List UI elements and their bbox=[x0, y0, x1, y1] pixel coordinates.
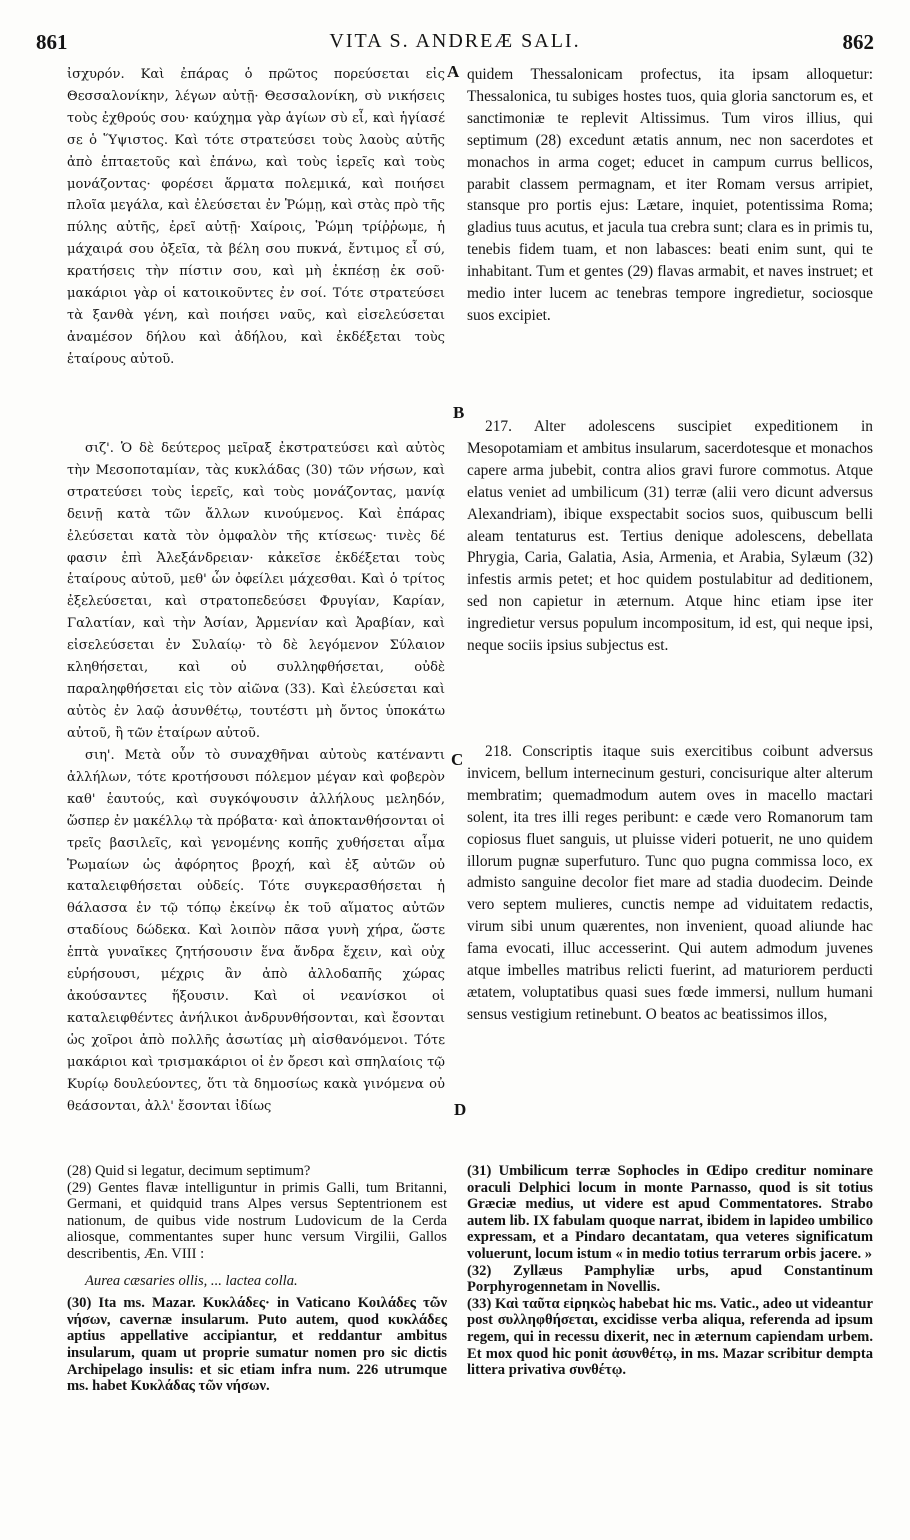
section-marker-b: B bbox=[453, 403, 465, 422]
latin-column-section-218 bbox=[467, 741, 873, 1026]
footnote-31: (31) Umbilicum terræ Sophocles in Œdipo creditur nominare oraculi Delphici locum in monte Parnasso, quod is sit totius Græciæ medius, ut videre est apud Commentatores. Strabo autem lib. IX fabulam quoque narrat, ibidem in lapideo umbilico expressam, et a Pindaro decantatam, qua veteres significatum voluerunt, locum istum « in medio totius terrarum orbis jacere. » bbox=[467, 1163, 873, 1262]
greek-paragraph-218: σιη'. Μετὰ οὖν τὸ συναχθῆναι αὐτοὺς κατέναντι ἀλλήλων, τότε κροτήσουσι πόλεμον μέγαν καὶ φοβερὸν καθ' ἑαυτούς, καὶ συγκόψουσιν ἀλλήλους μεληδόν, ὥσπερ ἐν μακέλλῳ τὰ πρόβατα· καὶ ἀποκτανθήσονται οἱ τρεῖς βασιλεῖς, καὶ γενομένης κοπῆς χυθήσεται αἷμα Ῥωμαίων ὡς ἀφόρητος βροχή, καὶ ἐξ αὐτῶν οὐ καταλειφθήσεται οὐδείς. Τότε συγκερασθήσεται ἡ θάλασσα ἐν τῷ τόπῳ ἐκείνῳ ἐκ τοῦ αἵματος αὐτῶν σταδίους δώδεκα. Καὶ λοιπὸν πᾶσα γυνὴ χήρα, ὥστε ἑπτὰ γυναῖκες ζητήσουσιν ἕνα ἄνδρα ἔχειν, καὶ οὐχ εὑρήσουσι, μέχρις ἂν ἀπὸ ἀλλοδαπῆς χώρας ἀκούσαντες ἥξουσιν. Καὶ οἱ νεανίσκοι οἱ καταλειφθέντες ἀνήλικοι ἀνδρυνθήσονται, καὶ ἔσονται ὡς χοῖροι ἀπὸ πολλῆς ἀσωτίας μὴ αἰσθανόμενοι. Τότε μακάριοι καὶ τρισμακάριοι οἱ ἐν ὄρεσι καὶ σπηλαίοις τῷ Κυρίῳ δουλεύοντες, ὅτι τὰ δημοσίως κακὰ γινόμενα οὐ θεάσονται, ἀλλ' ἔσονται ἰδίως bbox=[67, 748, 445, 1114]
footnotes-left bbox=[67, 1163, 447, 1395]
greek-column-section-218 bbox=[67, 745, 445, 1117]
greek-column-section-217 bbox=[67, 438, 445, 745]
latin-column bbox=[467, 64, 873, 327]
page-number-left: 861 bbox=[36, 30, 68, 54]
page-number-right: 862 bbox=[842, 30, 874, 54]
latin-paragraph-1: quidem Thessalonicam profectus, ita ipsam alloquetur: Thessalonica, tu subiges hostes tuos, quia gloria sanctorum es, et sanctimoniæ te replevit Altissimus. Tum viros illius, qui septimum (28) excedunt ætatis annum, nec non sacerdotes et monachos in arma coget; educet in campum currus bellicos, parabit classem permagnam, et iter Romam versus arripiet, stansque pro portis ejus: Lætare, inquiet, potentissima Roma; gladius tuus acutus, et jacula tua crebra sunt; clara es in primis tu, tenebis fidem tuam, et non labasces: beati enim sunt, qui te inhabitant. Tum et gentes (29) flavas armabit, et naves instruet; et medio inter lucem ac tenebras tempore ingredietur, sociosque suos excipiet. bbox=[467, 66, 873, 324]
footnote-verse: Aurea cæsaries ollis, ... lactea colla. bbox=[85, 1272, 298, 1289]
footnote-32: (32) Zyllæus Pamphyliæ urbs, apud Constantinum Porphyrogennetam in Novellis. bbox=[467, 1262, 873, 1296]
footnote-30: (30) Ita ms. Mazar. Κυκλάδες· in Vaticano Κοιλάδες τῶν νήσων, cavernæ insularum. Puto autem, quod κυκλάδες aptius appellative accipiantur, et reddantur ambitus insularum, quam ut proprie sumatur nomen pro sic dictis Archipelago insulis: et sic etiam infra num. 226 utrumque ms. habet Κυκλάδας τῶν νήσων. bbox=[67, 1295, 447, 1395]
greek-column bbox=[67, 64, 445, 371]
greek-paragraph-217: σιζ'. Ὁ δὲ δεύτερος μεῖραξ ἐκστρατεύσει καὶ αὐτὸς τὴν Μεσοποταμίαν, τὰς κυκλάδας (30) τῶν νήσων, καὶ στρατεύσει τοὺς ἱερεῖς, καὶ τοὺς μονάζοντας, μανίᾳ δεινῇ κατὰ τῶν ἄλλων κινούμενος. Καὶ ἐπάρας ἐλεύσεται κατὰ τὸν ὀμφαλὸν τῆς κτίσεως· τινὲς δέ φασιν ἐπὶ Ἀλεξάνδρειαν· κἀκεῖσε ἐκδέξεται τοὺς ἑταίρους αὐτοῦ, μεθ' ὧν ὀφείλει μάχεσθαι. Καὶ ὁ τρίτος ἐξελεύσεται, καὶ στρατοπεδεύσει Φρυγίαν, Καρίαν, Γαλατίαν, καὶ τὴν Ἀσίαν, Ἀρμενίαν καὶ Ἀραβίαν, καὶ εἰσελεύσεται ἐν Συλαίῳ· τὸ δὲ λεγόμενον Σύλαιον κληθήσεται, καὶ οὐ συλληφθήσεται, οὐδὲ παραληφθήσεται εἰς τὸν αἰῶνα (33). Καὶ ἐλεύσεται καὶ αὐτὸς ἐν λαῷ ἀσυνθέτῳ, τουτέστι μὴ ὄντος ὑποκάτω αὐτοῦ, ἢ τῶν ἑταίρων αὐτοῦ. bbox=[67, 441, 445, 741]
latin-paragraph-218: 218. Conscriptis itaque suis exercitibus coibunt adversus invicem, bellum internecinum gesturi, concisurique alter alterum membratim; quemadmodum autem oves in macello mactari solent, ita tres illi reges peribunt: e cæde vero Romanorum tam copiosus fluet sanguis, ut pluisse videri potuerit, ne uno quidem illorum pugnæ superfuturo. Tunc quo pugna commissa loco, ex admisto sanguine decolor fiet mare ad stadia duodecim. Deinde vero septem mulieres, cunctis nempe ad viduitatem redactis, virum sibi unum quærentes, non invenient, quoad aliunde hac fama evocati, illuc accesserint. Qui autem admodum juvenes atque imbelles matribus relicti fuerint, ad maturiorem perducti ætatem, voluptatibus quasi sues fœde immersi, nullum humani sensus vestigium retinebunt. O beatos ac beatissimos illos, bbox=[467, 743, 873, 1023]
footnote-33: (33) Καὶ ταῦτα εἰρηκὼς habebat hic ms. Vatic., adeo ut videantur post συλληφθήσεται, excidisse verba aliqua, referenda ad ipsum regem, qui in recessu dixerit, nec in æternum capiendam urbem. Et mox quod hic ponit ἀσυνθέτῳ, in ms. Mazar scribitur dempta littera privativa συνθέτῳ. bbox=[467, 1295, 873, 1379]
section-marker-c: C bbox=[451, 750, 464, 769]
page-header bbox=[36, 30, 874, 58]
latin-paragraph-217: 217. Alter adolescens suscipiet expeditionem in Mesopotamiam et ambitus insularum, sacerdotesque et monachos capere arma jubebit, contra alios gravi furore commotus. Atque elatus veniet ad umbilicum (31) terræ (alii vero dicunt adversus Alexandriam), ibique exspectabit socios suos, quibuscum belli aleam tentaturus est. Tertius denique adolescens, debellata Phrygia, Caria, Galatia, Asia, Armenia, et Arabia, Sylæum (32) infestis armis petet; et hoc quidem postulabitur ad deditionem, sed non capietur in æternum. Atque hinc etiam ipse iter ingredietur versus populum incompositum, id est, qui neque ipsi, neque sociis ipsius subjectus est. bbox=[467, 418, 873, 655]
section-marker-d: D bbox=[454, 1100, 467, 1119]
latin-column-section-217 bbox=[467, 416, 873, 657]
footnote-28: (28) Quid si legatur, decimum septimum? bbox=[67, 1163, 311, 1179]
greek-paragraph-1: ἰσχυρόν. Καὶ ἐπάρας ὁ πρῶτος πορεύσεται εἰς Θεσσαλονίκην, λέγων αὐτῇ· Θεσσαλονίκη, σὺ νικήσεις τοὺς ἐχθρούς σου· καύχημα γὰρ ἁγίων σὺ εἶ, καὶ ἡγίασέ σε ὁ Ὕψιστος. Καὶ τότε στρατεύσει τοὺς λαοὺς αὐτῆς ἀπὸ ἑπταετοῦς καὶ ἐπάνω, καὶ τοὺς ἱερεῖς καὶ τοὺς μονάζοντας· φορέσει ἅρματα πολεμικά, καὶ ποιήσει πλοῖα μεγάλα, καὶ ἐλεύσεται ἐν Ῥώμῃ, καὶ στὰς πρὸ τῆς πύλης αὐτῆς, ἐρεῖ αὐτῇ· Χαίροις, Ῥώμη τρίῤῥωμε, ἡ μάχαιρά σου ὀξεῖα, τὰ βέλη σου πυκνά, ἔντιμος εἶ σύ, κρατήσεις τὴν πίστιν σου, καὶ μὴ ἐκπέσῃ ἐκ σοῦ· μακάριοι γὰρ οἱ κατοικοῦντες ἐν σοί. Τότε στρατεύσει τὰ ξανθὰ γένη, καὶ ποιήσει ναῦς, καὶ εἰσελεύσεται ἀναμέσον δήλου καὶ ἀδήλου, καὶ ἐκδέξεται τοὺς ἑταίρους αὐτοῦ. bbox=[67, 67, 445, 367]
footnote-29: (29) Gentes flavæ intelliguntur in primis Galli, tum Britanni, Germani, et quidquid trans Alpes versus Septentrionem est nationum, de quibus vide nostrum Ludovicum de la Cerda aliosque, commentantes super hunc versum Virgilii, Gallos describentis, Æn. VIII : bbox=[67, 1179, 447, 1262]
running-title: VITA S. ANDREÆ SALI. bbox=[329, 30, 581, 52]
footnotes-right bbox=[467, 1163, 873, 1379]
section-marker-a: A bbox=[447, 62, 460, 81]
